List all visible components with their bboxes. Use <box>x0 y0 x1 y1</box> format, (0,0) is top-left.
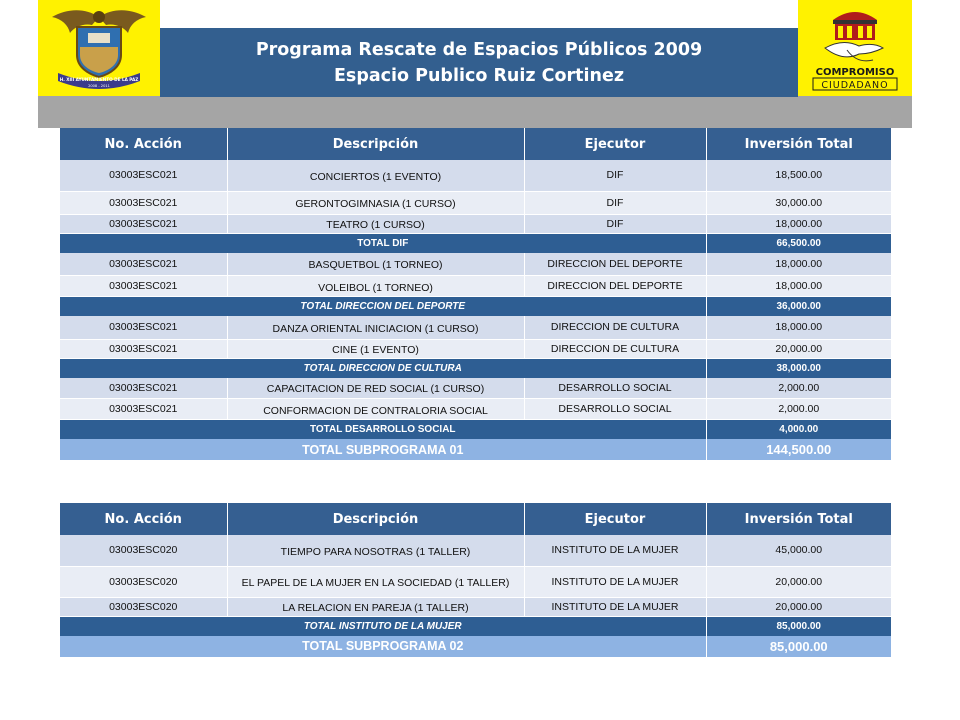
col-header-descripcion: Descripción <box>227 503 524 535</box>
ejecutor: DIF <box>524 191 706 214</box>
table-header <box>60 503 891 535</box>
col-header-inversion: Inversión Total <box>706 503 891 535</box>
inversion-amount: 2,000.00 <box>706 399 891 420</box>
descripcion: BASQUETBOL (1 TORNEO) <box>227 253 524 276</box>
table-row <box>60 378 891 399</box>
descripcion: CONFORMACION DE CONTRALORIA SOCIAL <box>227 399 524 420</box>
title-banner <box>160 28 798 97</box>
grand-total-row <box>60 636 891 657</box>
ejecutor: DIF <box>524 214 706 233</box>
ejecutor: DIRECCION DE CULTURA <box>524 339 706 358</box>
inversion-amount: 20,000.00 <box>706 339 891 358</box>
subtotal-amount: 36,000.00 <box>706 297 891 317</box>
accion-number: 03003ESC021 <box>60 191 227 214</box>
table-row <box>60 535 891 566</box>
coat-of-arms-icon <box>44 3 154 93</box>
page-subtitle: Espacio Publico Ruiz Cortinez <box>333 65 625 86</box>
grand-total-label: TOTAL SUBPROGRAMA 01 <box>60 439 706 460</box>
subtotal-label: TOTAL DIRECCION DE CULTURA <box>60 358 706 378</box>
grand-total-amount: 144,500.00 <box>706 439 891 460</box>
table-row <box>60 316 891 339</box>
logo-word-ciudadano: CIUDADANO <box>821 80 889 91</box>
ayuntamiento-logo <box>38 0 160 96</box>
kiosk-dove-icon <box>803 2 907 94</box>
subtotal-label: TOTAL DIF <box>60 233 706 253</box>
logo-years: 2008 - 2011 <box>88 84 110 88</box>
subtotal-row <box>60 297 891 317</box>
descripcion: EL PAPEL DE LA MUJER EN LA SOCIEDAD (1 TALLER) <box>227 566 524 597</box>
grand-total-row <box>60 439 891 460</box>
subtotal-label: TOTAL DIRECCION DEL DEPORTE <box>60 297 706 317</box>
subtotal-amount: 66,500.00 <box>706 233 891 253</box>
descripcion: CONCIERTOS (1 EVENTO) <box>227 160 524 191</box>
inversion-amount: 20,000.00 <box>706 597 891 616</box>
descripcion: CINE (1 EVENTO) <box>227 339 524 358</box>
table-row <box>60 276 891 297</box>
ejecutor: DIRECCION DEL DEPORTE <box>524 276 706 297</box>
descripcion: LA RELACION EN PAREJA (1 TALLER) <box>227 597 524 616</box>
table-row <box>60 597 891 616</box>
inversion-amount: 18,000.00 <box>706 253 891 276</box>
table-row <box>60 191 891 214</box>
ejecutor: INSTITUTO DE LA MUJER <box>524 566 706 597</box>
descripcion: VOLEIBOL (1 TORNEO) <box>227 276 524 297</box>
inversion-amount: 18,000.00 <box>706 316 891 339</box>
subtotal-amount: 4,000.00 <box>706 420 891 440</box>
ejecutor: DESARROLLO SOCIAL <box>524 399 706 420</box>
accion-number: 03003ESC021 <box>60 253 227 276</box>
inversion-amount: 18,000.00 <box>706 276 891 297</box>
descripcion: TIEMPO PARA NOSOTRAS (1 TALLER) <box>227 535 524 566</box>
table-row <box>60 339 891 358</box>
col-header-no-accion: No. Acción <box>60 503 227 535</box>
descripcion: CAPACITACION DE RED SOCIAL (1 CURSO) <box>227 378 524 399</box>
col-header-ejecutor: Ejecutor <box>524 503 706 535</box>
accion-number: 03003ESC021 <box>60 399 227 420</box>
subtotal-amount: 85,000.00 <box>706 616 891 636</box>
compromiso-ciudadano-logo <box>798 0 912 96</box>
accion-number: 03003ESC021 <box>60 160 227 191</box>
table-row <box>60 253 891 276</box>
table-row <box>60 399 891 420</box>
table-row <box>60 566 891 597</box>
page-title: Programa Rescate de Espacios Públicos 2009 <box>255 39 703 60</box>
inversion-amount: 18,500.00 <box>706 160 891 191</box>
table-header <box>60 128 891 160</box>
ejecutor: DESARROLLO SOCIAL <box>524 378 706 399</box>
inversion-amount: 20,000.00 <box>706 566 891 597</box>
grand-total-label: TOTAL SUBPROGRAMA 02 <box>60 636 706 657</box>
accion-number: 03003ESC021 <box>60 316 227 339</box>
logo-caption: H. XIII AYUNTAMIENTO DE LA PAZ <box>59 77 139 82</box>
accion-number: 03003ESC020 <box>60 566 227 597</box>
subtotal-row <box>60 616 891 636</box>
inversion-amount: 18,000.00 <box>706 214 891 233</box>
ejecutor: INSTITUTO DE LA MUJER <box>524 535 706 566</box>
inversion-amount: 30,000.00 <box>706 191 891 214</box>
logo-word-compromiso: COMPROMISO <box>815 67 895 78</box>
ejecutor: DIRECCION DE CULTURA <box>524 316 706 339</box>
grand-total-amount: 85,000.00 <box>706 636 891 657</box>
col-header-ejecutor: Ejecutor <box>524 128 706 160</box>
descripcion: TEATRO (1 CURSO) <box>227 214 524 233</box>
table-row <box>60 214 891 233</box>
accion-number: 03003ESC021 <box>60 339 227 358</box>
ejecutor: INSTITUTO DE LA MUJER <box>524 597 706 616</box>
subtotal-row <box>60 358 891 378</box>
descripcion: GERONTOGIMNASIA (1 CURSO) <box>227 191 524 214</box>
header-gray-band <box>38 96 912 128</box>
accion-number: 03003ESC020 <box>60 535 227 566</box>
table-row <box>60 160 891 191</box>
col-header-inversion: Inversión Total <box>706 128 891 160</box>
descripcion: DANZA ORIENTAL INICIACION (1 CURSO) <box>227 316 524 339</box>
inversion-amount: 45,000.00 <box>706 535 891 566</box>
subtotal-label: TOTAL INSTITUTO DE LA MUJER <box>60 616 706 636</box>
accion-number: 03003ESC021 <box>60 214 227 233</box>
subtotal-row <box>60 233 891 253</box>
subtotal-amount: 38,000.00 <box>706 358 891 378</box>
ejecutor: DIF <box>524 160 706 191</box>
subprograma-01-table <box>60 128 891 460</box>
accion-number: 03003ESC021 <box>60 378 227 399</box>
col-header-no-accion: No. Acción <box>60 128 227 160</box>
col-header-descripcion: Descripción <box>227 128 524 160</box>
accion-number: 03003ESC020 <box>60 597 227 616</box>
subtotal-label: TOTAL DESARROLLO SOCIAL <box>60 420 706 440</box>
subtotal-row <box>60 420 891 440</box>
inversion-amount: 2,000.00 <box>706 378 891 399</box>
ejecutor: DIRECCION DEL DEPORTE <box>524 253 706 276</box>
subprograma-02-table <box>60 503 891 657</box>
accion-number: 03003ESC021 <box>60 276 227 297</box>
